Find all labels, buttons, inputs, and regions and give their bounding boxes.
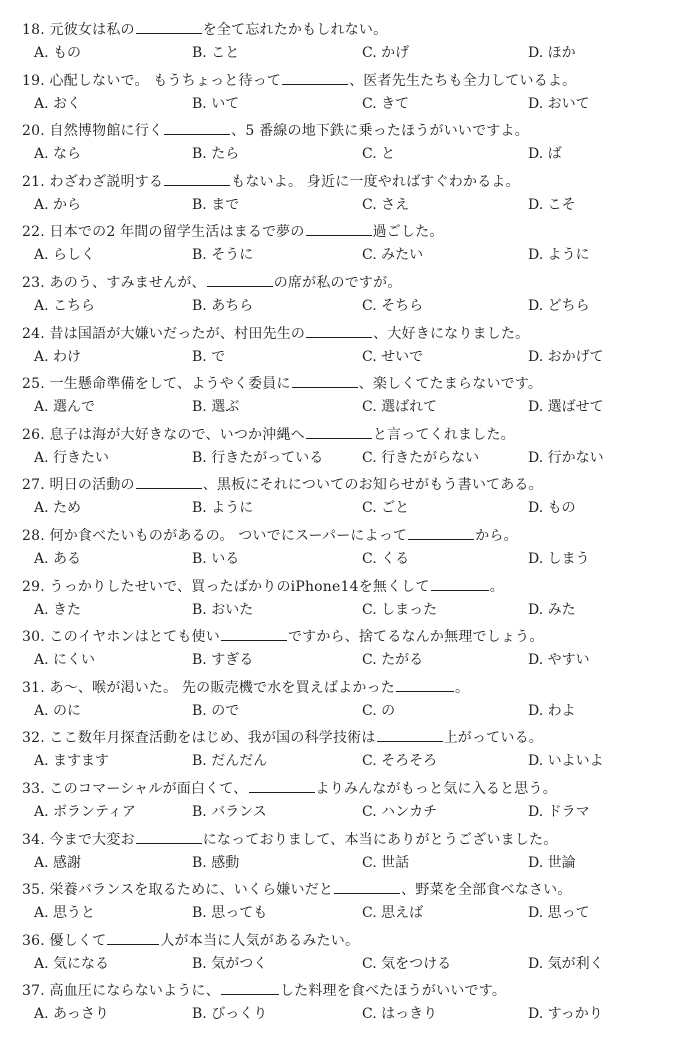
question-24 [22,322,682,373]
stem-before-blank: ここ数年月探査活動をはじめ、我が国の科学技術は [49,730,376,747]
stem-after-blank: 、楽しくてたまらないです。 [358,376,543,393]
question-32 [22,726,682,777]
question-stem [22,119,529,141]
option-c: C. たがる [362,652,424,669]
question-number: 33. [22,780,45,797]
question-number: 37. [22,983,45,1000]
option-a: A. おく [34,95,82,112]
option-b: B. あちら [192,297,254,314]
option-a: A. ため [34,500,82,517]
answer-blank [164,119,230,135]
answer-blank [306,423,372,439]
question-number: 28. [22,527,45,544]
option-b: B. ように [192,500,254,517]
stem-before-blank: 日本での2 年間の留学生活はまるで夢の [49,224,305,241]
option-c: C. と [362,146,396,163]
question-stem [22,828,557,850]
question-34 [22,828,682,879]
question-26 [22,423,682,474]
option-a: A. ますます [34,753,110,770]
stem-after-blank: と言ってくれました。 [372,426,515,443]
answer-blank [334,878,400,894]
option-b: B. いる [192,550,240,567]
question-number: 29. [22,578,45,595]
answer-blank [107,929,159,945]
option-a: A. こちら [34,297,96,314]
stem-before-blank: 優しくて [49,932,107,949]
option-d: D. 気が利く [528,955,604,972]
question-number: 34. [22,831,45,848]
stem-after-blank: になっておりまして、本当にありがとうございました。 [202,831,558,848]
stem-before-blank: あのう、すみませんが、 [49,274,206,291]
option-b: B. おいた [192,601,254,618]
stem-before-blank: 高血圧にならないように、 [49,983,220,1000]
option-c: C. はっきり [362,1006,438,1023]
option-d: D. やすい [528,652,590,669]
options-row [34,396,674,418]
answer-blank [136,473,202,489]
question-stem [22,777,557,799]
options-row [34,649,674,671]
option-a: A. ある [34,550,82,567]
option-d: D. ドラマ [528,803,590,820]
question-number: 26. [22,426,45,443]
question-stem [22,18,387,40]
option-d: D. もの [528,500,576,517]
answer-blank [221,625,287,641]
options-row [34,42,674,64]
option-d: D. わよ [528,702,576,719]
stem-after-blank: 、黒板にそれについてのお知らせがもう書いてある。 [202,477,543,494]
question-23 [22,271,682,322]
option-d: D. どちら [528,297,590,314]
question-stem [22,372,542,394]
option-a: A. わけ [34,348,82,365]
option-b: B. まで [192,196,240,213]
stem-before-blank: このイヤホンはとても使い [49,629,220,646]
question-stem [22,170,520,192]
stem-before-blank: 栄養バランスを取るために、いくら嫌いだと [49,882,334,899]
question-30 [22,625,682,676]
stem-after-blank: 。 [454,679,470,696]
option-c: C. みたい [362,247,424,264]
stem-after-blank: 、5 番線の地下鉄に乗ったほうがいいですよ。 [231,123,529,140]
option-b: B. たら [192,146,240,163]
options-row [34,244,674,266]
option-a: A. 気になる [34,955,110,972]
stem-before-blank: 昔は国語が大嫌いだったが、村田先生の [49,325,306,342]
options-row [34,953,674,975]
stem-before-blank: 何か食べたいものがあるの。 ついでにスーパーによって [49,527,408,544]
option-a: A. にくい [34,652,96,669]
option-c: C. 選ばれて [362,399,438,416]
stem-before-blank: うっかりしたせいで、買ったばかりのiPhone14を無くして [49,578,430,595]
option-c: C. 気をつける [362,955,452,972]
options-row [34,1003,674,1025]
option-c: C. 世話 [362,854,410,871]
question-stem [22,271,402,293]
option-c: C. そちら [362,297,424,314]
answer-blank [306,322,372,338]
question-number: 21. [22,173,45,190]
question-stem [22,69,576,91]
answer-blank [292,372,358,388]
question-27 [22,473,682,524]
stem-after-blank: よりみんながもっと気に入ると思う。 [315,780,557,797]
question-stem [22,929,359,951]
option-d: D. 選ばせて [528,399,604,416]
question-18 [22,18,682,69]
option-c: C. 思えば [362,905,424,922]
option-a: A. きた [34,601,82,618]
option-a: A. もの [34,45,82,61]
answer-blank [431,575,489,591]
option-d: D. いよいよ [528,753,604,770]
option-a: A. 行きたい [34,449,110,466]
option-d: D. ように [528,247,590,264]
options-row [34,497,674,519]
option-c: C. ごと [362,500,410,517]
answer-blank [282,69,348,85]
stem-before-blank: 息子は海が大好きなので、いつか沖縄へ [49,426,305,443]
options-row [34,143,674,165]
question-stem [22,220,444,242]
option-c: C. かげ [362,45,410,61]
question-19 [22,69,682,120]
question-21 [22,170,682,221]
option-b: B. 行きたがっている [192,449,324,466]
options-row [34,750,674,772]
question-number: 23. [22,274,45,291]
option-a: A. から [34,196,82,213]
question-number: 25. [22,376,45,393]
option-a: A. 選んで [34,399,96,416]
option-c: C. くる [362,550,410,567]
question-list [22,18,682,1030]
option-d: D. すっかり [528,1006,603,1023]
answer-blank [136,18,202,34]
stem-after-blank: もないよ。 身近に一度やればすぐわかるよ。 [231,173,520,190]
question-stem [22,575,504,597]
answer-blank [164,170,230,186]
option-c: C. きて [362,95,410,112]
answer-blank [377,726,443,742]
option-b: B. 選ぶ [192,399,240,416]
question-number: 31. [22,679,45,696]
stem-before-blank: あ～、喉が渇いた。 先の販売機で水を買えばよかった [49,679,395,696]
option-d: D. しまう [528,550,590,567]
option-b: B. だんだん [192,753,268,770]
question-33 [22,777,682,828]
stem-after-blank: の席が私のですが。 [273,274,402,291]
question-29 [22,575,682,626]
option-a: A. のに [34,702,82,719]
answer-blank [207,271,273,287]
stem-after-blank: 。 [489,578,504,595]
options-row [34,346,674,368]
stem-before-blank: 元彼女は私の [49,22,135,38]
option-b: B. 気がつく [192,955,268,972]
option-b: B. びっくり [192,1006,268,1023]
options-row [34,599,674,621]
answer-blank [136,828,202,844]
stem-before-blank: 一生懸命準備をして、ようやく委員に [49,376,291,393]
question-number: 19. [22,72,45,89]
stem-before-blank: 心配しないで。 もうちょっと待って [49,72,282,89]
options-row [34,295,674,317]
option-d: D. みた [528,601,576,618]
option-c: C. しまった [362,601,438,618]
option-a: A. 思うと [34,905,96,922]
option-d: D. 思って [528,905,590,922]
option-a: A. なら [34,146,82,163]
stem-after-blank: 過ごした。 [372,224,444,241]
option-b: B. で [192,348,226,365]
option-d: D. こそ [528,196,576,213]
option-b: B. すぎる [192,652,254,669]
stem-after-blank: 人が本当に人気があるみたい。 [160,932,360,949]
option-d: D. おいて [528,95,590,112]
option-c: C. の [362,702,396,719]
option-d: D. 世論 [528,854,576,871]
question-28 [22,524,682,575]
stem-after-blank: 、大好きになりました。 [373,325,530,342]
option-b: B. いて [192,95,240,112]
question-number: 18. [22,22,45,38]
options-row [34,801,674,823]
answer-blank [221,979,279,995]
option-d: D. ほか [528,45,576,61]
stem-after-blank: を全て忘れたかもしれない。 [202,22,388,38]
options-row [34,548,674,570]
question-25 [22,372,682,423]
question-stem [22,625,544,647]
option-b: B. バランス [192,803,267,820]
stem-after-blank: 、野菜を全部食べなさい。 [401,882,572,899]
question-stem [22,878,572,900]
stem-after-blank: 、医者先生たちも全力しているよ。 [349,72,577,89]
option-d: D. 行かない [528,449,604,466]
stem-after-blank: した料理を食べたほうがいいです。 [279,983,507,1000]
question-number: 24. [22,325,45,342]
question-number: 20. [22,123,45,140]
option-a: A. ボランティア [34,803,136,820]
option-a: A. らしく [34,247,96,264]
option-b: B. ので [192,702,240,719]
options-row [34,902,674,924]
question-stem [22,322,529,344]
stem-after-blank: ですから、捨てるなんか無理でしょう。 [287,629,544,646]
answer-blank [396,676,454,692]
question-22 [22,220,682,271]
question-20 [22,119,682,170]
option-d: D. ば [528,146,562,163]
options-row [34,93,674,115]
stem-before-blank: 明日の活動の [49,477,135,494]
question-stem [22,676,469,698]
option-c: C. さえ [362,196,410,213]
question-number: 22. [22,224,45,241]
options-row [34,194,674,216]
question-number: 27. [22,477,45,494]
question-31 [22,676,682,727]
option-d: D. おかげて [528,348,604,365]
options-row [34,852,674,874]
option-b: B. こと [192,45,240,61]
question-number: 30. [22,629,45,646]
option-b: B. 思っても [192,905,268,922]
option-c: C. ハンカチ [362,803,438,820]
question-stem [22,726,543,748]
option-b: B. そうに [192,247,254,264]
question-number: 35. [22,882,45,899]
question-35 [22,878,682,929]
option-a: A. 感謝 [34,854,82,871]
question-stem [22,979,506,1001]
option-c: C. そろそろ [362,753,438,770]
option-a: A. あっさり [34,1006,109,1023]
answer-blank [408,524,474,540]
question-stem [22,524,518,546]
options-row [34,447,674,469]
question-stem [22,423,515,445]
answer-blank [306,220,372,236]
stem-after-blank: から。 [475,527,518,544]
option-c: C. 行きたがらない [362,449,480,466]
stem-before-blank: 自然博物館に行く [49,123,164,140]
question-37 [22,979,682,1030]
question-36 [22,929,682,980]
option-b: B. 感動 [192,854,240,871]
stem-before-blank: わざわざ説明する [49,173,164,190]
stem-before-blank: このコマーシャルが面白くて、 [49,780,248,797]
answer-blank [249,777,315,793]
option-c: C. せいで [362,348,424,365]
question-number: 36. [22,932,45,949]
stem-before-blank: 今まで大変お [49,831,135,848]
stem-after-blank: 上がっている。 [443,730,543,747]
question-stem [22,473,543,495]
question-number: 32. [22,730,45,747]
options-row [34,700,674,722]
